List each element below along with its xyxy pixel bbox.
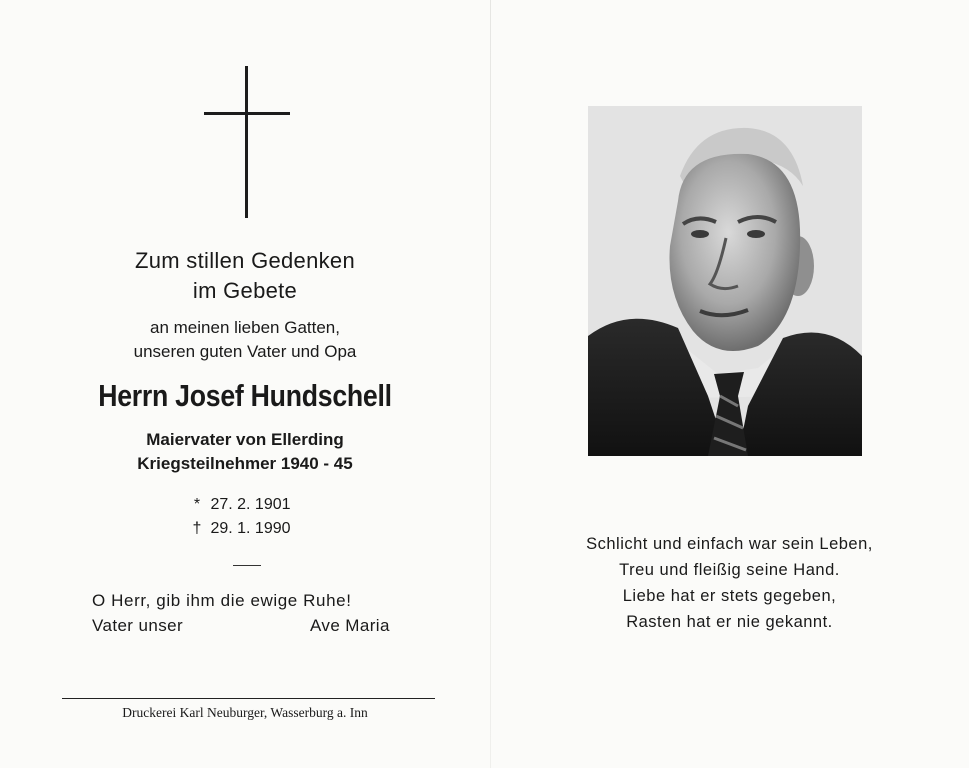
birth-symbol: *	[193, 496, 201, 513]
dedication-line-1: an meinen lieben Gatten,	[150, 318, 340, 337]
deceased-name: Herrn Josef Hundschell	[98, 378, 392, 413]
right-panel	[490, 0, 969, 768]
portrait-photo	[588, 106, 862, 456]
poem-line-4: Rasten hat er nie gekannt.	[626, 613, 833, 631]
role-line-2: Kriegsteilnehmer 1940 - 45	[137, 454, 353, 473]
death-date-value: 29. 1. 1990	[210, 520, 291, 537]
poem-line-3: Liebe hat er stets gegeben,	[622, 587, 837, 605]
printer-credit: Druckerei Karl Neuburger, Wasserburg a. Inn	[122, 705, 368, 720]
poem-line-1: Schlicht und einfach war sein Leben,	[586, 535, 873, 553]
prayer-line: O Herr, gib ihm die ewige Ruhe!	[92, 591, 352, 610]
heading-line-1: Zum stillen Gedenken	[135, 248, 355, 273]
dedication-line-2: unseren guten Vater und Opa	[133, 342, 357, 361]
separator-dash	[233, 565, 261, 566]
birth-date-value: 27. 2. 1901	[210, 496, 291, 513]
poem-line-2: Treu und fleißig seine Hand.	[619, 561, 840, 579]
birth-date	[188, 496, 291, 514]
death-date	[188, 520, 291, 538]
prayer-vater-unser: Vater unser	[92, 616, 184, 635]
heading-line-2: im Gebete	[192, 278, 298, 303]
role-line-1: Maiervater von Ellerding	[146, 430, 344, 449]
cross-icon	[204, 66, 290, 218]
footer-rule	[62, 698, 435, 699]
death-symbol: †	[192, 520, 202, 537]
prayer-ave-maria: Ave Maria	[310, 616, 390, 635]
